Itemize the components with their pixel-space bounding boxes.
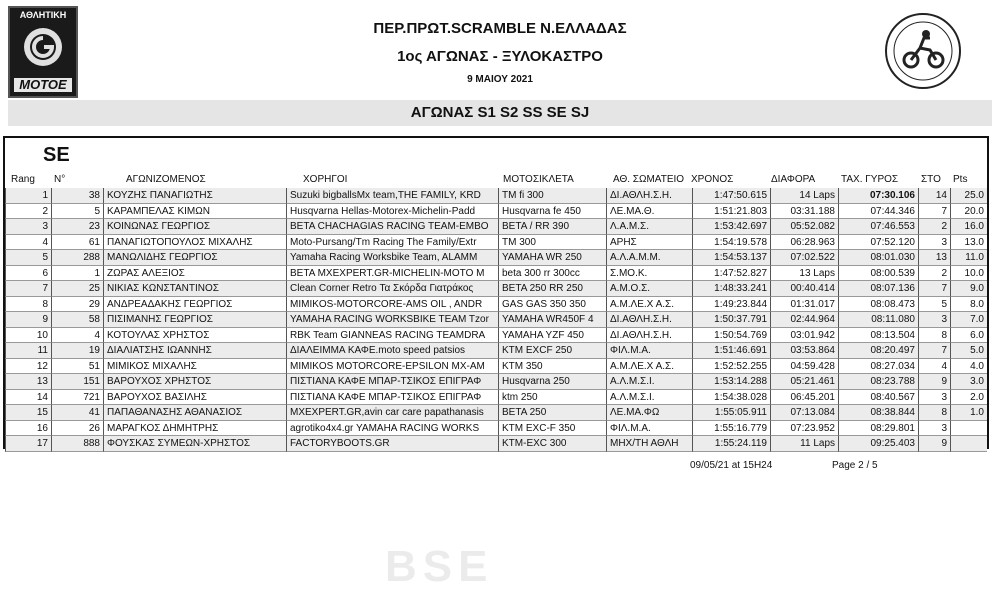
event-date: 9 ΜΑΙΟΥ 2021 (467, 74, 533, 85)
cell-bike: YAMAHA YZF 450 (498, 328, 606, 344)
cell-club: Α.Μ.ΛΕ.Χ Α.Σ. (606, 359, 692, 375)
table-row (5, 343, 987, 359)
cell-rang: 8 (5, 297, 51, 313)
cell-bike: BETA 250 RR 250 (498, 281, 606, 297)
cell-sto: 7 (918, 281, 950, 297)
cell-number: 1 (51, 266, 103, 282)
cell-best-lap: 08:20.497 (838, 343, 918, 359)
header-pts: Pts (953, 174, 968, 185)
cell-best-lap: 08:08.473 (838, 297, 918, 313)
cell-time: 1:48:33.241 (692, 281, 770, 297)
cell-club: ΑΡΗΣ (606, 235, 692, 251)
table-row (5, 235, 987, 251)
cell-club: Α.Λ.Α.Μ.Μ. (606, 250, 692, 266)
cell-club: Α.Μ.ΛΕ.Χ Α.Σ. (606, 297, 692, 313)
cell-time: 1:50:54.769 (692, 328, 770, 344)
cell-time: 1:51:46.691 (692, 343, 770, 359)
cell-club: Α.Λ.Μ.Σ.Ι. (606, 390, 692, 406)
table-row (5, 204, 987, 220)
cell-diff: 11 Laps (770, 436, 838, 452)
cell-number: 888 (51, 436, 103, 452)
cell-club: ΦΙΛ.Μ.Α. (606, 421, 692, 437)
cell-sto: 2 (918, 219, 950, 235)
cell-sponsors: ΔΙΑΛΕΙΜΜΑ ΚΑΦΕ.moto speed patsios (286, 343, 498, 359)
cell-diff: 07:02.522 (770, 250, 838, 266)
cell-pts: 5.0 (950, 343, 987, 359)
cell-rang: 5 (5, 250, 51, 266)
event-title: 1ος ΑΓΩΝΑΣ - ΞΥΛΟΚΑΣΤΡΟ (397, 48, 603, 65)
cell-diff: 04:59.428 (770, 359, 838, 375)
cell-best-lap: 08:29.801 (838, 421, 918, 437)
cell-pts (950, 436, 987, 452)
logo-bottom-text: MOTOE (14, 78, 72, 92)
cell-diff: 14 Laps (770, 188, 838, 204)
cell-rang: 9 (5, 312, 51, 328)
cell-rider: ΚΟΥΖΗΣ ΠΑΝΑΓΙΩΤΗΣ (103, 188, 286, 204)
cell-sto: 14 (918, 188, 950, 204)
cell-pts: 16.0 (950, 219, 987, 235)
table-header (5, 173, 987, 187)
cell-pts: 13.0 (950, 235, 987, 251)
cell-sponsors: ΠΙΣΤΙΑΝΑ ΚΑΦΕ ΜΠΑΡ-ΤΣΙΚΟΣ ΕΠΙΓΡΑΦ (286, 390, 498, 406)
cell-sto: 8 (918, 328, 950, 344)
cell-sto: 3 (918, 312, 950, 328)
cell-rider: ΜΑΝΩΛΙΔΗΣ ΓΕΩΡΓΙΟΣ (103, 250, 286, 266)
cell-sponsors: agrotiko4x4.gr YAMAHA RACING WORKS (286, 421, 498, 437)
cell-rider: ΜΙΜΙΚΟΣ ΜΙΧΑΛΗΣ (103, 359, 286, 375)
page-number: Page 2 / 5 (832, 460, 878, 471)
header-diff: ΔΙΑΦΟΡΑ (771, 174, 816, 185)
cell-time: 1:53:14.288 (692, 374, 770, 390)
cell-rider: ΠΑΝΑΓΙΩΤΟΠΟΥΛΟΣ ΜΙΧΑΛΗΣ (103, 235, 286, 251)
cell-number: 4 (51, 328, 103, 344)
cell-pts: 8.0 (950, 297, 987, 313)
cell-time: 1:50:37.791 (692, 312, 770, 328)
cell-bike: KTM 350 (498, 359, 606, 375)
cell-pts: 25.0 (950, 188, 987, 204)
championship-title: ΠΕΡ.ΠΡΩΤ.SCRAMBLE Ν.ΕΛΛΑΔΑΣ (373, 20, 627, 37)
cell-best-lap: 08:01.030 (838, 250, 918, 266)
cell-diff: 00:40.414 (770, 281, 838, 297)
cell-rider: ΒΑΡΟΥΧΟΣ ΒΑΣΙΛΗΣ (103, 390, 286, 406)
cell-sponsors: MIMIKOS MOTORCORE-EPSILON MX-AM (286, 359, 498, 375)
category-label: SE (43, 144, 70, 166)
cell-bike: TM fi 300 (498, 188, 606, 204)
cell-rider: ΚΟΤΟΥΛΑΣ ΧΡΗΣΤΟΣ (103, 328, 286, 344)
cell-pts (950, 421, 987, 437)
header-rang: Rang (11, 174, 35, 185)
cell-sponsors: YAMAHA RACING WORKSBIKE TEAM Tzor (286, 312, 498, 328)
header-rider: ΑΓΩΝΙΖΟΜΕΝΟΣ (126, 174, 206, 185)
table-row (5, 421, 987, 437)
cell-bike: GAS GAS 350 350 (498, 297, 606, 313)
cell-bike: KTM EXC-F 350 (498, 421, 606, 437)
cell-number: 288 (51, 250, 103, 266)
cell-sto: 13 (918, 250, 950, 266)
cell-time: 1:55:16.779 (692, 421, 770, 437)
table-row (5, 390, 987, 406)
cell-club: ΦΙΛ.Μ.Α. (606, 343, 692, 359)
cell-rang: 4 (5, 235, 51, 251)
cell-club: ΛΕ.ΜΑ.Θ. (606, 204, 692, 220)
cell-time: 1:53:42.697 (692, 219, 770, 235)
cell-rang: 13 (5, 374, 51, 390)
cell-best-lap: 08:11.080 (838, 312, 918, 328)
cell-rider: ΒΑΡΟΥΧΟΣ ΧΡΗΣΤΟΣ (103, 374, 286, 390)
cell-club: ΛΕ.ΜΑ.ΦΩ (606, 405, 692, 421)
cell-number: 19 (51, 343, 103, 359)
cell-pts: 4.0 (950, 359, 987, 375)
cell-sto: 9 (918, 374, 950, 390)
cell-best-lap: 09:25.403 (838, 436, 918, 452)
cell-sto: 7 (918, 204, 950, 220)
cell-rang: 15 (5, 405, 51, 421)
cell-best-lap: 08:27.034 (838, 359, 918, 375)
cell-rang: 17 (5, 436, 51, 452)
cell-rang: 14 (5, 390, 51, 406)
cell-number: 23 (51, 219, 103, 235)
cell-club: ΜΗΧ/ΤΗ ΑΘΛΗ (606, 436, 692, 452)
cell-diff: 05:52.082 (770, 219, 838, 235)
cell-rider: ΔΙΑΛΙΑΤΣΗΣ ΙΩΑΝΝΗΣ (103, 343, 286, 359)
cell-bike: YAMAHA WR 250 (498, 250, 606, 266)
cell-number: 41 (51, 405, 103, 421)
cell-bike: BETA 250 (498, 405, 606, 421)
cell-best-lap: 07:44.346 (838, 204, 918, 220)
cell-time: 1:55:05.911 (692, 405, 770, 421)
header-sponsors: ΧΟΡΗΓΟΙ (303, 174, 348, 185)
table-row (5, 328, 987, 344)
cell-rider: ΚΟΙΝΩΝΑΣ ΓΕΩΡΓΙΟΣ (103, 219, 286, 235)
cell-rider: ΦΟΥΣΚΑΣ ΣΥΜΕΩΝ-ΧΡΗΣΤΟΣ (103, 436, 286, 452)
cell-time: 1:54:38.028 (692, 390, 770, 406)
cell-sponsors: RBK Team GIANNEAS RACING TEAMDRA (286, 328, 498, 344)
cell-diff: 03:53.864 (770, 343, 838, 359)
cell-bike: Husqvarna 250 (498, 374, 606, 390)
cell-sponsors: ΠΙΣΤΙΑΝΑ ΚΑΦΕ ΜΠΑΡ-ΤΣΙΚΟΣ ΕΠΙΓΡΑΦ (286, 374, 498, 390)
cell-sto: 3 (918, 390, 950, 406)
cell-diff: 03:01.942 (770, 328, 838, 344)
cell-time: 1:54:19.578 (692, 235, 770, 251)
cell-time: 1:54:53.137 (692, 250, 770, 266)
header-number: N° (54, 174, 66, 185)
cell-sponsors: BETA CHACHAGIAS RACING TEAM-EMBO (286, 219, 498, 235)
cell-diff: 07:23.952 (770, 421, 838, 437)
table-row (5, 359, 987, 375)
header-time: ΧΡΟΝΟΣ (691, 174, 734, 185)
cell-diff: 13 Laps (770, 266, 838, 282)
cell-best-lap: 07:52.120 (838, 235, 918, 251)
cell-rider: ΖΩΡΑΣ ΑΛΕΞΙΟΣ (103, 266, 286, 282)
cell-time: 1:47:52.827 (692, 266, 770, 282)
cell-club: ΔΙ.ΑΘΛΗ.Σ.Η. (606, 188, 692, 204)
cell-number: 58 (51, 312, 103, 328)
cell-pts: 10.0 (950, 266, 987, 282)
table-body (5, 188, 987, 452)
table-row (5, 405, 987, 421)
cell-pts: 20.0 (950, 204, 987, 220)
cell-time: 1:52:52.255 (692, 359, 770, 375)
cell-sto: 4 (918, 359, 950, 375)
cell-rang: 12 (5, 359, 51, 375)
cell-bike: YAMAHA WR450F 4 (498, 312, 606, 328)
cell-sto: 9 (918, 436, 950, 452)
cell-diff: 05:21.461 (770, 374, 838, 390)
cell-sponsors: Yamaha Racing Worksbike Team, ALAMM (286, 250, 498, 266)
cell-best-lap: 08:23.788 (838, 374, 918, 390)
cell-pts: 7.0 (950, 312, 987, 328)
cell-rang: 16 (5, 421, 51, 437)
cell-best-lap: 08:38.844 (838, 405, 918, 421)
table-row (5, 188, 987, 204)
cell-rang: 6 (5, 266, 51, 282)
cell-diff: 06:45.201 (770, 390, 838, 406)
cell-best-lap: 08:00.539 (838, 266, 918, 282)
cell-number: 51 (51, 359, 103, 375)
cell-best-lap: 08:13.504 (838, 328, 918, 344)
cell-club: Α.Λ.Μ.Σ.Ι. (606, 374, 692, 390)
cell-time: 1:49:23.844 (692, 297, 770, 313)
cell-bike: Husqvarna fe 450 (498, 204, 606, 220)
cell-sponsors: FACTORYBOOTS.GR (286, 436, 498, 452)
cell-number: 151 (51, 374, 103, 390)
cell-pts: 11.0 (950, 250, 987, 266)
cell-bike: KTM EXCF 250 (498, 343, 606, 359)
cell-best-lap: 08:07.136 (838, 281, 918, 297)
header-club: ΑΘ. ΣΩΜΑΤΕΙΟ (613, 174, 685, 185)
cell-bike: ktm 250 (498, 390, 606, 406)
cell-sto: 3 (918, 235, 950, 251)
header-bike: ΜΟΤΟΣΙΚΛΕΤΑ (503, 174, 574, 185)
table-row (5, 374, 987, 390)
cell-club: Λ.Α.Μ.Σ. (606, 219, 692, 235)
cell-pts: 1.0 (950, 405, 987, 421)
cell-time: 1:55:24.119 (692, 436, 770, 452)
cell-sponsors: Moto-Pursang/Tm Racing The Family/Extr (286, 235, 498, 251)
table-row (5, 297, 987, 313)
cell-number: 26 (51, 421, 103, 437)
cell-pts: 2.0 (950, 390, 987, 406)
table-row (5, 250, 987, 266)
cell-bike: BETA / RR 390 (498, 219, 606, 235)
cell-sponsors: Suzuki bigballsMx team,THE FAMILY, KRD (286, 188, 498, 204)
logo-top-text: ΑΘΛΗΤΙΚΗ (19, 10, 67, 20)
cell-rider: ΜΑΡΑΓΚΟΣ ΔΗΜΗΤΡΗΣ (103, 421, 286, 437)
table-row (5, 219, 987, 235)
cell-rang: 10 (5, 328, 51, 344)
print-timestamp: 09/05/21 at 15H24 (690, 460, 773, 471)
cell-diff: 01:31.017 (770, 297, 838, 313)
cell-sto: 5 (918, 297, 950, 313)
cell-number: 61 (51, 235, 103, 251)
cell-rang: 7 (5, 281, 51, 297)
cell-sto: 2 (918, 266, 950, 282)
cell-bike: beta 300 rr 300cc (498, 266, 606, 282)
race-title: ΑΓΩΝΑΣ S1 S2 SS SE SJ (8, 100, 992, 126)
cell-diff: 03:31.188 (770, 204, 838, 220)
cell-number: 5 (51, 204, 103, 220)
cell-number: 38 (51, 188, 103, 204)
cell-sponsors: BETA MXEXPERT.GR-MICHELIN-MOTO M (286, 266, 498, 282)
cell-rang: 1 (5, 188, 51, 204)
cell-diff: 07:13.084 (770, 405, 838, 421)
table-row (5, 266, 987, 282)
cell-rider: ΚΑΡΑΜΠΕΛΑΣ ΚΙΜΩΝ (103, 204, 286, 220)
cell-sponsors: Clean Corner Retro Τα Σκόρδα Γιατράκος (286, 281, 498, 297)
header-best-lap: ΤΑΧ. ΓΥΡΟΣ (841, 174, 899, 185)
table-row (5, 281, 987, 297)
cell-rang: 2 (5, 204, 51, 220)
cell-club: Σ.ΜΟ.Κ. (606, 266, 692, 282)
cell-rang: 11 (5, 343, 51, 359)
cell-sto: 8 (918, 405, 950, 421)
cell-diff: 02:44.964 (770, 312, 838, 328)
cell-best-lap: 07:30.106 (838, 188, 918, 204)
cell-best-lap: 08:40.567 (838, 390, 918, 406)
cell-club: ΔΙ.ΑΘΛΗ.Σ.Η. (606, 312, 692, 328)
cell-time: 1:47:50.615 (692, 188, 770, 204)
cell-club: ΔΙ.ΑΘΛΗ.Σ.Η. (606, 328, 692, 344)
cell-pts: 3.0 (950, 374, 987, 390)
cell-bike: KTM-EXC 300 (498, 436, 606, 452)
cell-number: 25 (51, 281, 103, 297)
watermark: BSE (385, 542, 494, 591)
cell-rider: ΠΑΠΑΘΑΝΑΣΗΣ ΑΘΑΝΑΣΙΟΣ (103, 405, 286, 421)
cell-pts: 6.0 (950, 328, 987, 344)
cell-rang: 3 (5, 219, 51, 235)
cell-rider: ΝΙΚΙΑΣ ΚΩΝΣΤΑΝΤΙΝΟΣ (103, 281, 286, 297)
cell-diff: 06:28.963 (770, 235, 838, 251)
cell-rider: ΑΝΔΡΕΑΔΑΚΗΣ ΓΕΩΡΓΙΟΣ (103, 297, 286, 313)
cell-sto: 7 (918, 343, 950, 359)
cell-sponsors: MIMIKOS-MOTORCORE-AMS OIL , ANDR (286, 297, 498, 313)
cell-bike: TM 300 (498, 235, 606, 251)
table-row (5, 312, 987, 328)
cell-number: 29 (51, 297, 103, 313)
cell-club: Α.Μ.Ο.Σ. (606, 281, 692, 297)
cell-best-lap: 07:46.553 (838, 219, 918, 235)
cell-number: 721 (51, 390, 103, 406)
header-sto: ΣΤΟ (921, 174, 941, 185)
cell-sponsors: MXEXPERT.GR,avin car care papathanasis (286, 405, 498, 421)
cell-rider: ΠΙΣΙΜΑΝΗΣ ΓΕΩΡΓΙΟΣ (103, 312, 286, 328)
cell-time: 1:51:21.803 (692, 204, 770, 220)
cell-pts: 9.0 (950, 281, 987, 297)
table-row (5, 436, 987, 452)
cell-sto: 3 (918, 421, 950, 437)
cell-sponsors: Husqvarna Hellas-Motorex-Michelin-Padd (286, 204, 498, 220)
